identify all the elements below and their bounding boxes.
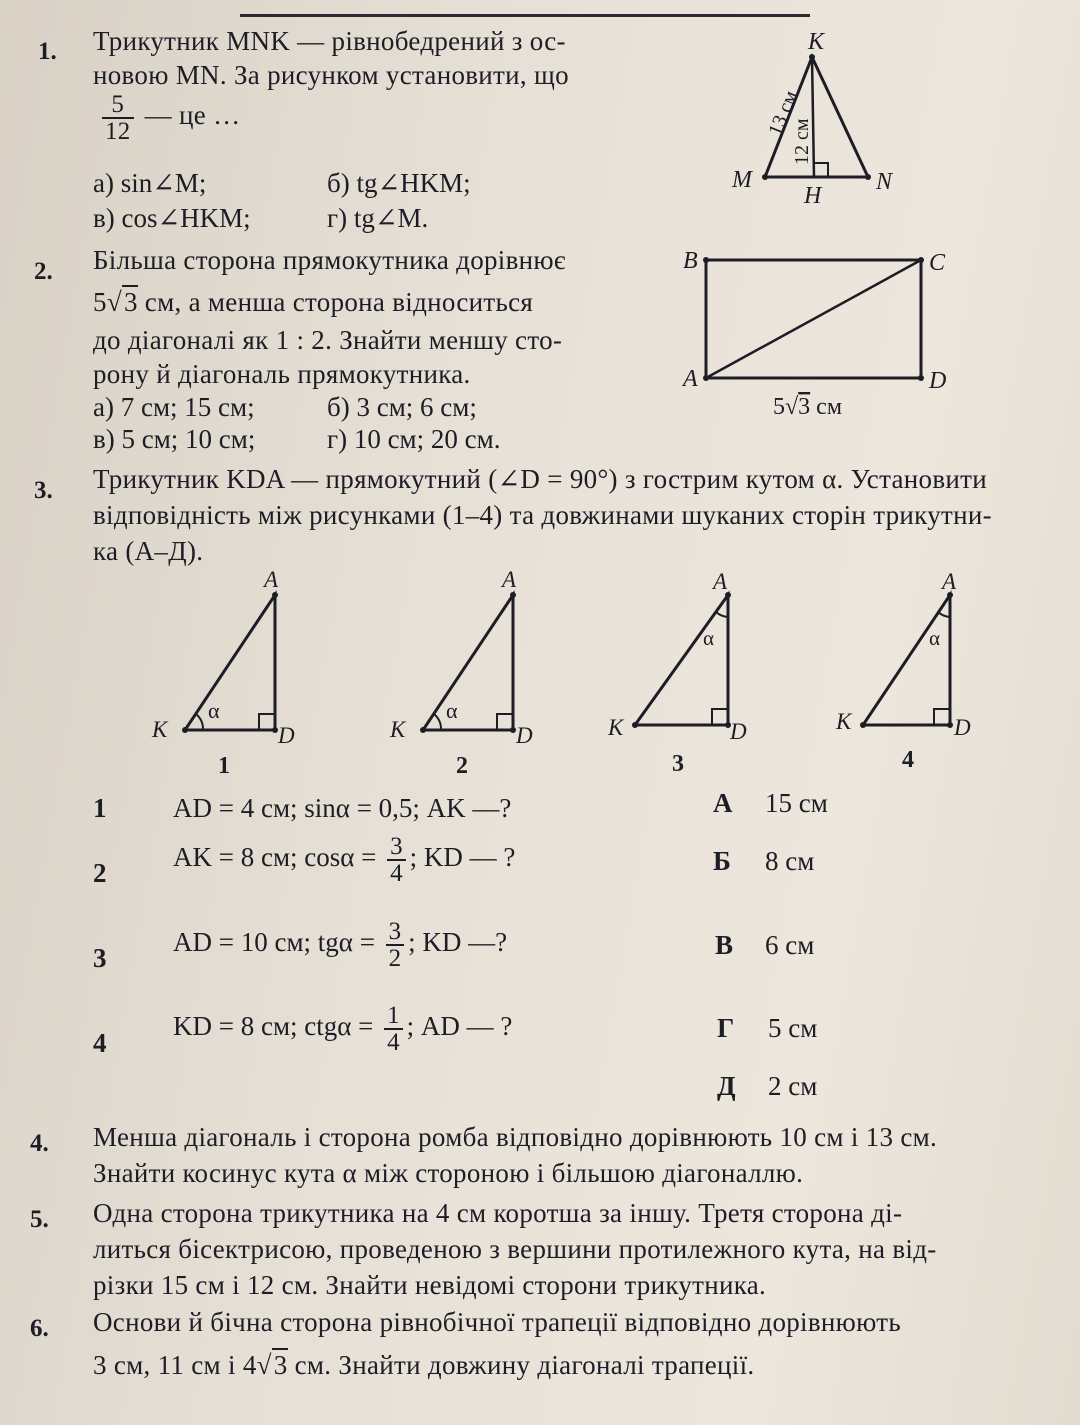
figure-triangle-4 [830,565,1010,785]
item-3-number: 3 [93,943,107,973]
problem-2-line1: Більша сторона прямокутника дорівнює [93,245,566,275]
vertex-a-label: A [502,567,517,592]
problem-2-option-b: б) 3 см; 6 см; [327,392,477,422]
vertex-k-label: K [608,715,624,740]
problem-5-line2: литься бісектрисою, проведеною з вершини протилежного кута, на від- [93,1234,937,1264]
problem-4-line2: Знайти косинус кута α між стороною і більшою діагоналлю. [93,1158,804,1188]
fraction-denominator: 12 [105,118,131,145]
fraction-tail: — це … [144,100,241,131]
problem-1-option-a: а) sin∠M; [93,168,207,198]
answer-d-value: 2 см [768,1071,818,1101]
vertex-a-label: A [713,569,728,594]
item-2-number: 2 [93,858,107,888]
vertex-d-label: D [730,719,747,744]
vertex-a-label: A [264,567,279,592]
vertex-k-label: K [836,709,852,734]
answer-v-value: 6 см [765,930,815,960]
vertex-h-label: H [804,183,822,209]
problem-2-number: 2. [34,258,53,285]
problem-5-number: 5. [30,1206,49,1233]
answer-g-value: 5 см [768,1013,818,1043]
problem-2-option-a: а) 7 см; 15 см; [93,392,255,422]
vertex-b-label: B [683,248,698,274]
problem-1-fraction [98,92,240,144]
vertex-d-label: D [278,723,295,748]
vertex-n-label: N [876,169,893,195]
problem-1-option-g: г) tg∠M. [327,203,429,233]
item-1-number: 1 [93,793,107,823]
figure-triangle-1 [140,565,320,785]
problem-1-option-v: в) cos∠HKM; [93,203,251,233]
problem-3-line1: Трикутник KDA — прямокутний (∠D = 90°) з гострим кутом α. Установити [93,464,987,494]
problem-4-line1: Менша діагональ і сторона ромба відповідно дорівнюють 10 см і 13 см. [93,1122,938,1152]
problem-1-number: 1. [38,38,57,65]
vertex-k-label: K [808,29,825,55]
fraction-numerator: 5 [102,92,134,119]
problem-6-number: 6. [30,1315,49,1342]
problem-5-line3: різки 15 см і 12 см. Знайти невідомі сторони трикутника. [93,1270,767,1300]
problem-4-number: 4. [30,1130,49,1157]
figure-1-number: 1 [218,753,230,779]
item-4-number: 4 [93,1028,107,1058]
problem-1-line2: новою MN. За рисунком установити, що [93,60,569,90]
problem-3-line2: відповідність між рисунками (1–4) та довжинами шуканих сторін трикутни- [93,500,992,530]
problem-3-line3: ка (А–Д). [93,536,204,566]
answer-b-value: 8 см [765,846,815,876]
answer-a-letter: А [713,788,733,818]
answer-a-value: 15 см [765,788,828,818]
item-3-text: AD = 10 см; tgα = $\frac{3}{2}$ ; KD —? [173,918,508,972]
figure-3-number: 3 [672,751,684,777]
figure-triangle-2 [380,565,560,785]
item-4-text: KD = 8 см; ctgα = $\frac{1}{4}$ ; AD — ? [173,1002,513,1056]
figure-2-number: 2 [456,753,468,779]
problem-2-line4: рону й діагональ прямокутника. [93,359,471,389]
vertex-m-label: M [732,167,752,193]
answer-d-letter: Д [717,1071,736,1101]
figure-triangle-3 [600,565,780,785]
vertex-c-label: C [929,250,946,276]
vertex-d-label: D [954,715,971,740]
figure-4-number: 4 [902,747,914,773]
vertex-d-label: D [929,368,947,394]
vertex-k-label: K [152,717,168,742]
vertex-k-label: K [390,717,406,742]
item-1-text: AD = 4 см; sinα = 0,5; AK —? [173,793,512,823]
alpha-label: α [703,626,715,650]
figure-triangle-mnk [720,25,920,215]
top-rule [240,14,810,17]
vertex-a-label: A [683,366,698,392]
item-2-text: AK = 8 см; cosα = $\frac{3}{4}$ ; KD — ? [173,833,516,887]
alpha-label: α [208,698,220,723]
alpha-label: α [929,626,941,650]
vertex-a-label: A [942,569,957,594]
problem-2-line3: до діагоналі як 1 : 2. Знайти меншу сто- [93,325,563,355]
side-13-label: 13 см [764,87,803,139]
side-ad-label: 5√3 см [773,394,843,420]
problem-6-line1: Основи й бічна сторона рівнобічної трапеції відповідно дорівнюють [93,1307,901,1337]
answer-b-letter: Б [713,846,731,876]
answer-v-letter: В [715,930,734,960]
problem-2-line2: 5√3 см, а менша сторона відноситься [93,287,534,317]
problem-2-option-v: в) 5 см; 10 см; [93,424,256,454]
figure-rectangle-abcd [675,240,975,425]
vertex-d-label: D [516,723,533,748]
height-12-label: 12 см [791,118,813,165]
problem-3-number: 3. [34,477,53,504]
problem-5-line1: Одна сторона трикутника на 4 см коротша за іншу. Третя сторона ді- [93,1198,903,1228]
answer-g-letter: Г [717,1013,735,1043]
problem-1-line1: Трикутник MNK — рівнобедрений з ос- [93,26,566,56]
problem-1-option-b: б) tg∠HKM; [327,168,471,198]
alpha-label: α [446,698,458,723]
problem-2-option-g: г) 10 см; 20 см. [327,424,501,454]
problem-6-line2: 3 см, 11 см і 4√3 см. Знайти довжину діагоналі трапеції. [93,1350,755,1380]
